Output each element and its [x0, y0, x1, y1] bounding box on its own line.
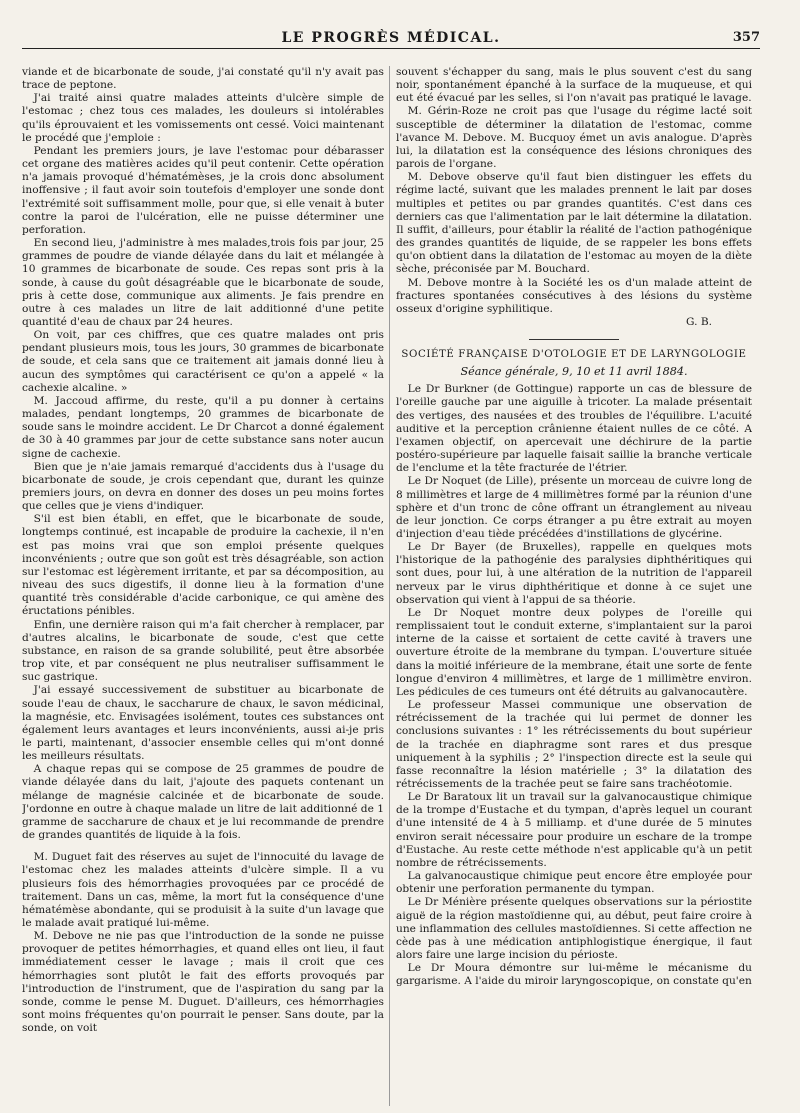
paragraph: Le Dr Noquet montre deux polypes de l'oreille qui remplissaient tout le conduit externe, s'implantaient sur la paroi interne de la caisse et sortaient de cette cavité à travers une ouverture étroite de la membrane du tympan. L'ouverture située dans la moitié inférieure de la membrane, était une sorte de fente longue d'environ 4 millimètres, et large de 1 millimètre environ. Les pédicules de ces tumeurs ont été détruits au galvanocautère.	[396, 606, 752, 698]
paragraph: M. Duguet fait des réserves au sujet de l'innocuité du lavage de l'estomac chez les malades atteints d'ulcère simple. Il a vu plusieurs fois des hémorrhagies provoquées par ce procédé de traitement. Dans un cas, même, la mort fut la conséquence d'une hématémèse abondante, qui se produisit à la suite d'un lavage que le malade avait pratiqué lui-même.	[22, 851, 384, 929]
signature-line	[396, 316, 752, 329]
paragraph: La galvanocaustique chimique peut encore être employée pour obtenir une perforation permanente du tympan.	[396, 870, 752, 896]
signature: G. B.	[686, 315, 712, 328]
paragraph: Bien que je n'aie jamais remarqué d'accidents dus à l'usage du bicarbonate de soude, je crois cependant que, durant les quinze premiers jours, on devra en donner des doses un peu moins fortes que celles que je viens d'indiquer.	[22, 460, 384, 513]
paragraph: S'il est bien établi, en effet, que le bicarbonate de soude, longtemps continué, est incapable de produire la cachexie, il n'en est pas moins vrai que son emploi présente quelques inconvénients ; outre que son goût est très désagréable, son action sur l'estomac est légèrement irritante, et par sa décomposition, au niveau des sucs digestifs, il donne lieu à la formation d'une quantité très considérable d'acide carbonique, ce qui amène des éructations pénibles.	[22, 513, 384, 618]
paragraph: M. Debove montre à la Société les os d'un malade atteint de fractures spontanées consécutives à des lésions du système osseux d'origine syphilitique.	[396, 276, 752, 315]
paragraph: Le Dr Burkner (de Gottingue) rapporte un cas de blessure de l'oreille gauche par une aiguille à tricoter. La malade présentait des vertiges, des nausées et des troubles de l'équilibre. L'acuité auditive et la perception crânienne étaient nulles de ce côté. A l'examen objectif, on apercevait une déchirure de la partie postéro-supérieure par laquelle faisait saillie la branche verticale de l'enclume et la tête fracturée de l'étrier.	[396, 383, 752, 475]
paragraph: M. Debove observe qu'il faut bien distinguer les effets du régime lacté, suivant que les malades prennent le lait par doses multiples et petites ou par grandes quantités. C'est dans ces derniers cas que l'alimentation par le lait détermine la dilatation. Il suffit, d'ailleurs, pour établir la réalité de l'action pathogénique des grandes quantités de liquide, de se rappeler les bons effets qu'on obtient dans la dilatation de l'estomac au moyen de la diète sèche, préconisée par M. Bouchard.	[396, 171, 752, 276]
paragraph: souvent s'échapper du sang, mais le plus souvent c'est du sang noir, spontanément épanché à la surface de la muqueuse, et qui eut été évacué par les selles, si l'on n'avait pas pratiqué le lavage.	[396, 66, 752, 105]
paragraph: M. Gérin-Roze ne croit pas que l'usage du régime lacté soit susceptible de déterminer la dilatation de l'estomac, comme l'avance M. Debove. M. Bucquoy émet un avis analogue. D'après lui, la dilatation est la conséquence des lésions chroniques des parois de l'organe.	[396, 105, 752, 171]
left-column	[22, 66, 384, 1106]
paragraph: M. Jaccoud affirme, du reste, qu'il a pu donner à certains malades, pendant longtemps, 20 grammes de bicarbonate de soude sans le moindre accident. Le Dr Charcot a donné également de 30 à 40 grammes par jour de cette substance sans noter aucun signe de cachexie.	[22, 394, 384, 460]
page-number: 357	[732, 30, 760, 45]
paragraph: Enfin, une dernière raison qui m'a fait chercher à remplacer, par d'autres alcalins, le bicarbonate de soude, c'est que cette substance, en raison de sa grande solubilité, peut être absorbée trop vite, et par conséquent ne plus neutraliser suffisamment le suc gastrique.	[22, 618, 384, 684]
paragraph: M. Debove ne nie pas que l'introduction de la sonde ne puisse provoquer de petites hémorrhagies, et quand elles ont lieu, il faut immédiatement cesser le lavage ; mais il croit que ces hémorrhagies sont plutôt le fait des efforts provoqués par l'introduction de l'instrument, que de l'aspiration du sang par la sonde, comme le pense M. Duguet. D'ailleurs, ces hémorrhagies sont moins fréquentes qu'on pourrait le penser. Sans doute, par la sonde, on voit	[22, 930, 384, 1035]
section-subtitle: Séance générale, 9, 10 et 11 avril 1884.	[460, 365, 688, 379]
paragraph: J'ai essayé successivement de substituer au bicarbonate de soude l'eau de chaux, le saccharure de chaux, le savon médicinal, la magnésie, etc. Envisagées isolément, toutes ces substances ont également leurs avantages et leurs inconvénients, aussi ai-je pris le parti, maintenant, d'associer ensemble celles qui m'ont donné les meilleurs résultats.	[22, 684, 384, 763]
paragraph: J'ai traité ainsi quatre malades atteints d'ulcère simple de l'estomac ; chez tous ces malades, les douleurs si intolérables qu'ils éprouvaient et les vomissements ont cessé. Voici maintenant le procédé que j'emploie :	[22, 92, 384, 144]
paragraph: viande et de bicarbonate de soude, j'ai constaté qu'il n'y avait pas trace de peptone.	[22, 66, 384, 92]
paragraph: Le Dr Ménière présente quelques observations sur la périostite aiguë de la région mastoïdienne qui, au début, peut faire croire à une inflammation des cellules mastoïdiennes. Si cette affection ne cède pas à une médication antiphlogistique énergique, il faut alors faire une large incision du périoste.	[396, 896, 752, 961]
paragraph: A chaque repas qui se compose de 25 grammes de poudre de viande délayée dans du lait, j'ajoute des paquets contenant un mélange de magnésie calcinée et de bicarbonate de soude. J'ordonne en outre à chaque malade un litre de lait additionné de 1 gramme de saccharure de chaux et je lui recommande de prendre de grandes quantités de liquide à la fois.	[22, 763, 384, 842]
running-header	[22, 26, 760, 49]
paragraph: Le Dr Moura démontre sur lui-même le mécanisme du gargarisme. A l'aide du miroir laryngoscopique, on constate qu'en	[396, 962, 752, 988]
column-divider	[389, 66, 390, 1106]
paragraph: Le professeur Massei communique une observation de rétrécissement de la trachée qui lui permet de donner les conclusions suivantes : 1° les rétrécissements du bout supérieur de la trachée en diaphragme sont rares et dus presque uniquement à la syphilis ; 2° l'inspection directe est la seule qui fasse reconnaître la lésion matérielle ; 3° la dilatation des rétrécissements de la trachée peut se faire sans trachéotomie.	[396, 699, 752, 790]
section-divider	[529, 339, 619, 340]
paragraph: Le Dr Noquet (de Lille), présente un morceau de cuivre long de 8 millimètres et large de 4 millimètres formé par la réunion d'une sphère et d'un tronc de cône offrant un étranglement au niveau de leur jonction. Ce corps étranger a pu être extrait au moyen d'injection d'eau tiède précédées d'instillations de glycérine.	[396, 475, 752, 540]
paragraph: Pendant les premiers jours, je lave l'estomac pour débarasser cet organe des matières acides qu'il peut contenir. Cette opération n'a jamais provoqué d'hématémèses, je la crois donc absolument inoffensive ; il faut avoir soin toutefois d'employer une sonde dont l'extrémité soit suffisamment molle, pour que, si elle venait à buter contre la paroi de l'ulcération, elle ne puisse déterminer une perforation.	[22, 144, 384, 236]
paragraph: On voit, par ces chiffres, que ces quatre malades ont pris pendant plusieurs mois, tous les jours, 30 grammes de bicarbonate de soude, et cela sans que ce traitement ait jamais donné lieu à aucun des symptômes qui caractérisent ce qu'on a appelé « la cachexie alcaline. »	[22, 329, 384, 394]
paragraph: Le Dr Bayer (de Bruxelles), rappelle en quelques mots l'historique de la pathogénie des paralysies diphthéritiques qui sont dues, pour lui, à une altération de la nutrition de l'appareil nerveux par le virus diphthéritique et donne à ce sujet une observation qui vient à l'appui de sa théorie.	[396, 541, 752, 606]
journal-title: LE PROGRÈS MÉDICAL.	[281, 30, 501, 46]
paragraph: En second lieu, j'administre à mes malades,trois fois par jour, 25 grammes de poudre de viande délayée dans du lait et mélangée à 10 grammes de bicarbonate de soude. Ces repas sont pris à la sonde, à cause du goût désagréable que le bicarbonate de soude, pris à cette dose, communique aux aliments. Je fais prendre en outre à ces malades un litre de lait additionné d'une petite quantité d'eau de chaux par 24 heures.	[22, 237, 384, 328]
right-column	[396, 66, 752, 1106]
paragraph: Le Dr Baratoux lit un travail sur la galvanocaustique chimique de la trompe d'Eustache et du tympan, d'après lequel un courant d'une intensité de 4 à 5 milliamp. et d'une durée de 5 minutes environ serait nécessaire pour produire un eschare de la trompe d'Eustache. Au reste cette méthode n'est applicable qu'à un petit nombre de rétrécissements.	[396, 791, 752, 869]
section-title: SOCIÉTÉ FRANÇAISE D'OTOLOGIE ET DE LARYNGOLOGIE	[401, 349, 747, 361]
